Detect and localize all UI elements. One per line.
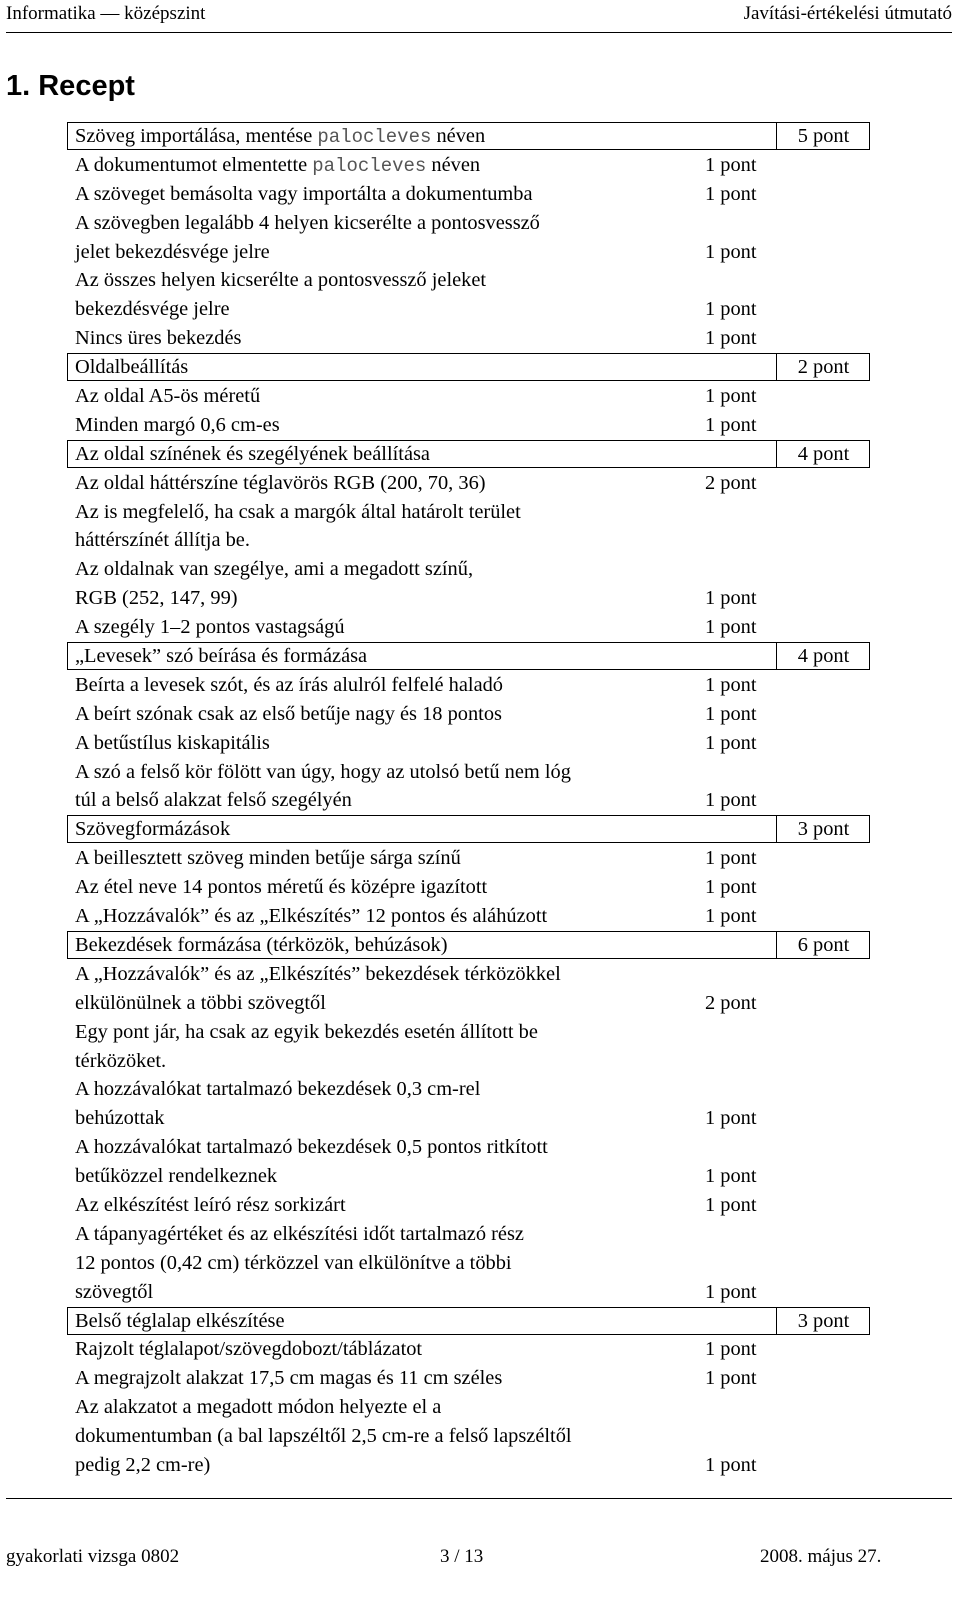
text-part: Az elkészítést leíró rész sorkizárt — [75, 1193, 346, 1216]
text-part: Szöveg importálása, mentése — [75, 125, 318, 147]
criterion-points: 1 pont — [705, 587, 757, 610]
criterion-text — [75, 238, 270, 267]
section-points: 3 pont — [797, 1309, 850, 1332]
criterion-row — [0, 209, 960, 238]
criterion-text — [75, 1451, 210, 1480]
criterion-text — [75, 902, 547, 931]
criterion-points: 1 pont — [705, 673, 757, 696]
section-heading-text — [75, 353, 188, 382]
criterion-points: 1 pont — [705, 327, 757, 350]
criterion-points: 1 pont — [705, 240, 757, 263]
text-part: Beírta a levesek szót, és az írás alulról felfelé haladó — [75, 673, 504, 696]
header-rule — [6, 32, 952, 33]
section-heading-row — [0, 815, 960, 844]
section-title: 1. Recept — [6, 70, 135, 102]
section-heading-text — [75, 642, 367, 671]
text-part: A megrajzolt alakzat 17,5 cm magas és 11 cm széles — [75, 1367, 503, 1390]
criterion-row — [0, 786, 960, 815]
filename-text: palocleves — [317, 126, 432, 148]
text-part: Oldalbeállítás — [75, 356, 189, 379]
text-part: Belső téglalap elkészítése — [75, 1309, 285, 1332]
section-heading-text — [75, 931, 448, 960]
criterion-text — [75, 469, 486, 498]
text-part: háttérszínét állítja be. — [75, 529, 250, 552]
criterion-points: 1 pont — [705, 876, 757, 899]
text-part: A dokumentumot elmentette — [75, 153, 313, 176]
text-part: túl a belső alakzat felső szegélyén — [75, 789, 352, 812]
criterion-row — [0, 1422, 960, 1451]
section-points: 3 pont — [797, 818, 850, 841]
text-part: Az étel neve 14 pontos méretű és középre igazított — [75, 876, 488, 899]
criterion-row — [0, 469, 960, 498]
footer-page-number: 3 / 13 — [440, 1546, 484, 1567]
criterion-points: 1 pont — [705, 385, 757, 408]
criterion-points: 1 pont — [705, 1338, 757, 1361]
criterion-row — [0, 873, 960, 902]
criterion-row — [0, 1162, 960, 1191]
criterion-row — [0, 989, 960, 1018]
criterion-text — [75, 1393, 441, 1422]
criterion-text — [75, 1104, 164, 1133]
text-part: Szövegformázások — [75, 818, 231, 841]
criterion-text — [75, 1162, 277, 1191]
text-part: „Levesek” szó beírása és formázása — [75, 645, 368, 668]
section-points: 5 pont — [797, 125, 850, 147]
criterion-points: 1 pont — [705, 616, 757, 639]
criterion-text — [75, 1075, 480, 1104]
text-part: A szövegben legalább 4 helyen kicserélte a pontosvessző — [75, 211, 540, 234]
criterion-text — [75, 295, 230, 324]
criterion-text — [75, 1335, 422, 1364]
criterion-row — [0, 1191, 960, 1220]
criterion-row — [0, 498, 960, 527]
criterion-row — [0, 324, 960, 353]
criterion-row — [0, 1278, 960, 1307]
criterion-text — [75, 324, 241, 353]
criterion-text — [75, 180, 533, 209]
criterion-points: 1 pont — [705, 1453, 757, 1476]
footer-date: 2008. május 27. — [760, 1546, 882, 1567]
criterion-row — [0, 266, 960, 295]
criterion-row — [0, 1451, 960, 1480]
criterion-row — [0, 844, 960, 873]
section-points: 2 pont — [797, 356, 850, 379]
criterion-row — [0, 555, 960, 584]
criterion-points: 1 pont — [705, 1165, 757, 1188]
criterion-row — [0, 411, 960, 440]
text-part: A szó a felső kör fölött van úgy, hogy az utolsó betű nem lóg — [75, 760, 571, 783]
text-part: Rajzolt téglalapot/szövegdobozt/táblázatot — [75, 1338, 423, 1361]
criterion-text — [75, 411, 280, 440]
criterion-points: 1 pont — [705, 1107, 757, 1130]
criterion-row — [0, 295, 960, 324]
criterion-row — [0, 671, 960, 700]
criterion-row — [0, 1133, 960, 1162]
criterion-row — [0, 1220, 960, 1249]
criterion-text — [75, 1133, 548, 1162]
criterion-text — [75, 584, 238, 613]
criterion-row — [0, 960, 960, 989]
criterion-text — [75, 873, 487, 902]
text-part: A betűstílus kiskapitális — [75, 731, 270, 754]
criterion-text — [75, 382, 260, 411]
criterion-text — [75, 1220, 524, 1249]
criterion-row — [0, 526, 960, 555]
criterion-text — [75, 1191, 346, 1220]
section-heading-text — [75, 1307, 285, 1336]
criterion-row — [0, 613, 960, 642]
section-heading-row — [0, 642, 960, 671]
text-part: RGB (252, 147, 99) — [75, 587, 238, 610]
text-part: Az alakzatot a megadott módon helyezte el a — [75, 1396, 442, 1419]
criterion-text — [75, 989, 326, 1018]
header-guide-title: Javítási-értékelési útmutató — [743, 3, 952, 24]
criterion-text — [75, 613, 345, 642]
criterion-row — [0, 700, 960, 729]
text-part: A hozzávalókat tartalmazó bekezdések 0,3 cm-rel — [75, 1078, 481, 1101]
text-part: bekezdésvége jelre — [75, 298, 230, 321]
filename-text: palocleves — [312, 154, 427, 177]
criterion-points: 1 pont — [705, 731, 757, 754]
section-heading-text — [75, 122, 485, 152]
text-part: Az oldalnak van szegélye, ami a megadott színű, — [75, 558, 474, 581]
criterion-row — [0, 151, 960, 180]
text-part: Az összes helyen kicserélte a pontosvessző jeleket — [75, 269, 487, 292]
text-part: dokumentumban (a bal lapszéltől 2,5 cm-re a felső lapszéltől — [75, 1425, 572, 1448]
section-points: 4 pont — [797, 442, 850, 465]
text-part: néven — [426, 153, 481, 176]
text-part: jelet bekezdésvége jelre — [75, 240, 270, 263]
criterion-points: 2 pont — [705, 471, 757, 494]
criterion-text — [75, 758, 571, 787]
text-part: A tápanyagértéket és az elkészítési időt tartalmazó rész — [75, 1222, 524, 1245]
criterion-text — [75, 671, 503, 700]
text-part: A beírt szónak csak az első betűje nagy és 18 pontos — [75, 702, 502, 725]
criterion-row — [0, 238, 960, 267]
criterion-text — [75, 844, 461, 873]
section-heading-row — [0, 931, 960, 960]
footer-rule — [6, 1498, 952, 1499]
section-points: 6 pont — [797, 933, 850, 956]
criterion-points: 1 pont — [705, 298, 757, 321]
criterion-points: 1 pont — [705, 153, 757, 176]
criterion-text — [75, 1364, 502, 1393]
text-part: Az is megfelelő, ha csak a margók által határolt terület — [75, 500, 521, 523]
text-part: A „Hozzávalók” és az „Elkészítés” 12 pontos és aláhúzott — [75, 905, 548, 928]
criterion-points: 1 pont — [705, 182, 757, 205]
text-part: Egy pont jár, ha csak az egyik bekezdés esetén állított be — [75, 1020, 538, 1043]
criterion-text — [75, 555, 473, 584]
text-part: elkülönülnek a többi szövegtől — [75, 991, 326, 1014]
footer-exam-name: gyakorlati vizsga 0802 — [6, 1546, 180, 1567]
header-subject: Informatika — középszint — [6, 3, 206, 24]
criterion-row — [0, 1364, 960, 1393]
criterion-text — [75, 209, 540, 238]
criterion-points: 1 pont — [705, 789, 757, 812]
text-part: pedig 2,2 cm-re) — [75, 1453, 211, 1476]
section-heading-text — [75, 815, 230, 844]
text-part: A szegély 1–2 pontos vastagságú — [75, 616, 345, 639]
text-part: Minden margó 0,6 cm-es — [75, 413, 280, 436]
text-part: Nincs üres bekezdés — [75, 327, 242, 350]
text-part: térközöket. — [75, 1049, 167, 1072]
section-points: 4 pont — [797, 645, 850, 668]
criterion-points: 1 pont — [705, 1280, 757, 1303]
criterion-text — [75, 729, 270, 758]
criterion-row — [0, 729, 960, 758]
criterion-text — [75, 1018, 538, 1047]
criterion-points: 1 pont — [705, 1367, 757, 1390]
criterion-row — [0, 1249, 960, 1278]
criterion-points: 1 pont — [705, 702, 757, 725]
criterion-points: 1 pont — [705, 905, 757, 928]
section-heading-text — [75, 440, 430, 469]
criterion-points: 1 pont — [705, 1193, 757, 1216]
text-part: Az oldal háttérszíne téglavörös RGB (200, 70, 36) — [75, 471, 486, 494]
section-heading-row — [0, 1307, 960, 1336]
text-part: Bekezdések formázása (térközök, behúzások) — [75, 933, 448, 956]
criterion-row — [0, 382, 960, 411]
text-part: A „Hozzávalók” és az „Elkészítés” bekezdések térközökkel — [75, 962, 561, 985]
criterion-text — [75, 1047, 166, 1076]
section-heading-row — [0, 353, 960, 382]
criterion-row — [0, 1393, 960, 1422]
section-heading-row — [0, 122, 960, 151]
section-heading-row — [0, 440, 960, 469]
criterion-row — [0, 1104, 960, 1133]
text-part: 12 pontos (0,42 cm) térközzel van elkülönítve a többi — [75, 1251, 512, 1274]
scoring-table — [0, 122, 960, 1480]
criterion-row — [0, 758, 960, 787]
criterion-text — [75, 151, 480, 181]
criterion-text — [75, 700, 502, 729]
criterion-row — [0, 902, 960, 931]
criterion-text — [75, 526, 250, 555]
criterion-row — [0, 1018, 960, 1047]
text-part: betűközzel rendelkeznek — [75, 1165, 278, 1188]
criterion-text — [75, 1422, 572, 1451]
criterion-text — [75, 1278, 153, 1307]
text-part: A hozzávalókat tartalmazó bekezdések 0,5 pontos ritkított — [75, 1136, 548, 1159]
criterion-text — [75, 266, 486, 295]
text-part: A beillesztett szöveg minden betűje sárga színű — [75, 847, 461, 870]
criterion-points: 1 pont — [705, 847, 757, 870]
criterion-text — [75, 1249, 512, 1278]
text-part: A szöveget bemásolta vagy importálta a dokumentumba — [75, 182, 533, 205]
text-part: szövegtől — [75, 1280, 154, 1303]
criterion-text — [75, 498, 521, 527]
criterion-row — [0, 1047, 960, 1076]
criterion-points: 1 pont — [705, 413, 757, 436]
criterion-row — [0, 180, 960, 209]
text-part: Az oldal A5-ös méretű — [75, 385, 261, 408]
text-part: néven — [431, 125, 486, 147]
criterion-row — [0, 1075, 960, 1104]
text-part: Az oldal színének és szegélyének beállítása — [75, 442, 430, 465]
text-part: behúzottak — [75, 1107, 165, 1130]
criterion-row — [0, 1335, 960, 1364]
criterion-points: 2 pont — [705, 991, 757, 1014]
criterion-text — [75, 960, 561, 989]
criterion-row — [0, 584, 960, 613]
criterion-text — [75, 786, 352, 815]
